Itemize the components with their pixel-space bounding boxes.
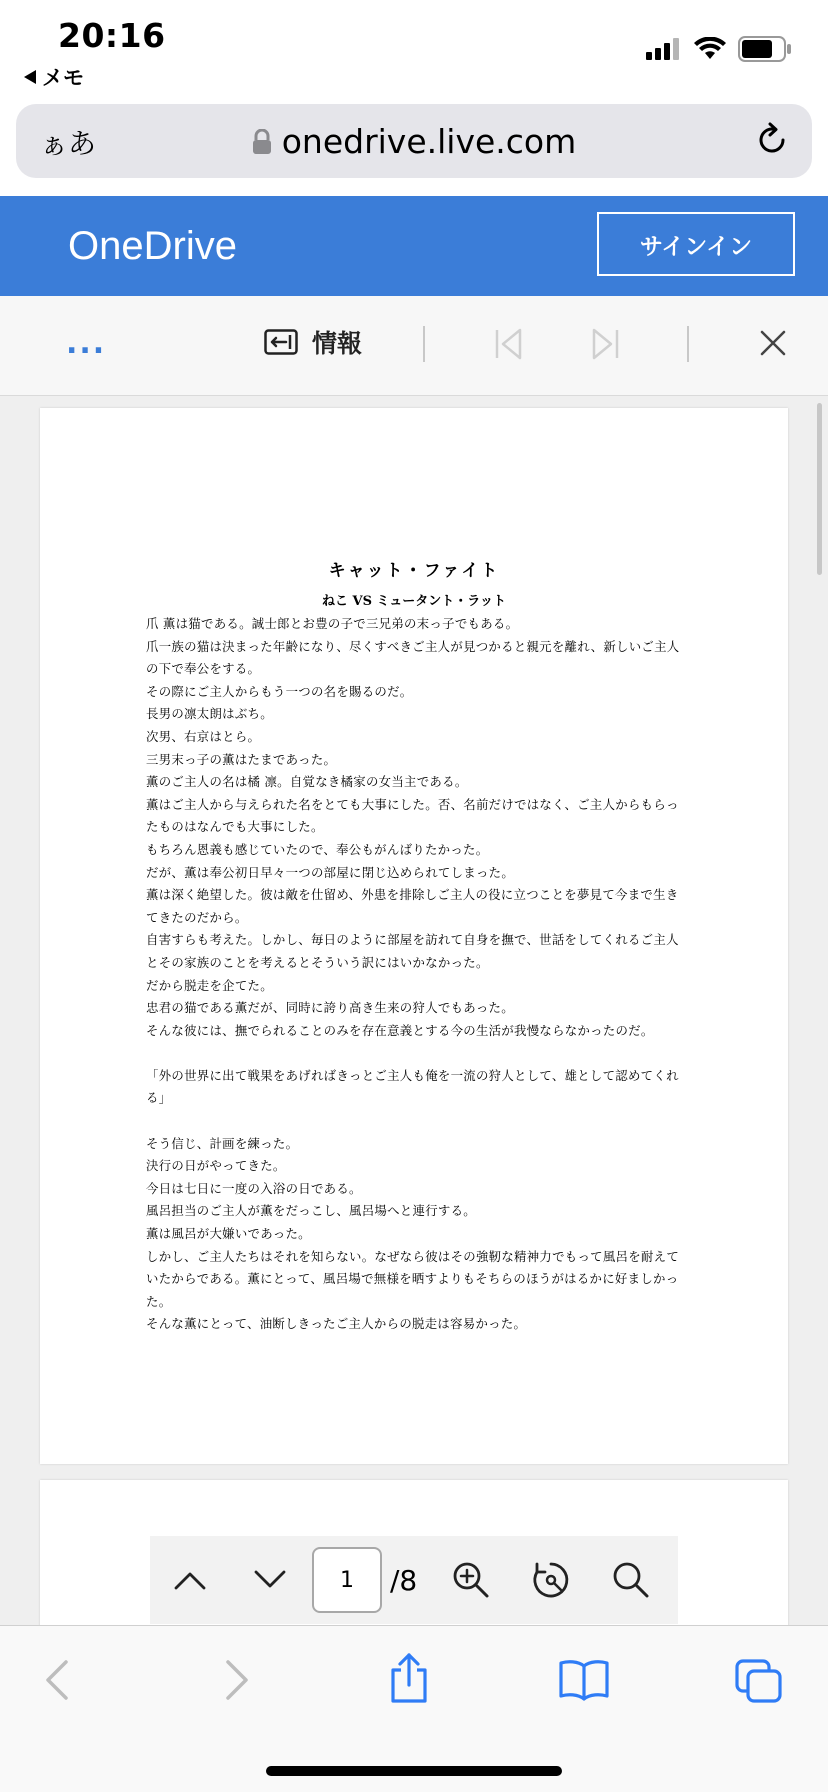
body-line: 「外の世界に出て戦果をあげればきっとご主人も俺を一流の狩人として、雄として認めてくれる」 bbox=[146, 1067, 679, 1106]
battery-icon bbox=[738, 36, 792, 62]
browser-bottom-toolbar bbox=[0, 1625, 828, 1792]
forward-chevron-icon[interactable] bbox=[222, 1658, 252, 1702]
last-page-icon[interactable] bbox=[590, 326, 620, 362]
onedrive-logo[interactable]: OneDrive bbox=[68, 224, 237, 268]
body-line: 次男、右京はとら。 bbox=[146, 728, 261, 744]
document-title: キャット・ファイト bbox=[328, 561, 500, 581]
body-line: 長男の凛太朗はぶち。 bbox=[146, 706, 273, 722]
rotate-icon bbox=[531, 1560, 571, 1600]
body-line: 薫は深く絶望した。彼は敵を仕留め、外患を排除しご主人の役に立つことを夢見て今まで生きてきたのだから。 bbox=[146, 887, 679, 925]
body-line: もちろん恩義も感じていたので、奉公もがんばりたかった。 bbox=[146, 841, 489, 857]
lock-icon bbox=[252, 129, 272, 155]
body-line: だが、薫は奉公初日早々一つの部屋に閉じ込められてしまった。 bbox=[146, 864, 515, 880]
status-time: 20:16 bbox=[58, 16, 166, 55]
body-line: 爪 薫は猫である。誠士郎とお豊の子で三兄弟の末っ子でもある。 bbox=[146, 616, 519, 631]
document-subtitle: ねこ VS ミュータント・ラット bbox=[321, 594, 506, 609]
status-bar bbox=[0, 0, 828, 98]
onedrive-header bbox=[0, 196, 828, 296]
document-page-1 bbox=[40, 408, 788, 1464]
body-line: 忠君の猫である薫だが、同時に誇り高き生来の狩人でもあった。 bbox=[146, 1000, 514, 1016]
toolbar-divider bbox=[423, 326, 425, 362]
zoom-in-button[interactable] bbox=[431, 1536, 511, 1624]
rotate-button[interactable] bbox=[511, 1536, 591, 1624]
page-number-input[interactable]: 1 bbox=[312, 1547, 382, 1613]
zoom-in-icon bbox=[452, 1561, 490, 1599]
body-line: 爪一族の猫は決まった年齢になり、尽くすべきご主人が見つかると親元を離れ、新しいご主人の下で奉公をする。 bbox=[146, 638, 680, 677]
document-body bbox=[146, 613, 686, 1336]
reader-options-button[interactable]: ぁあ bbox=[40, 127, 97, 160]
body-line: 風呂担当のご主人が薫をだっこし、風呂場へと連行する。 bbox=[146, 1203, 476, 1219]
body-line bbox=[146, 1042, 686, 1065]
search-icon bbox=[612, 1561, 650, 1599]
url-text: onedrive.live.com bbox=[281, 122, 577, 161]
url-display[interactable] bbox=[16, 122, 812, 161]
back-to-app-button[interactable] bbox=[24, 62, 84, 92]
body-line: 自害すらも考えた。しかし、毎日のように部屋を訪れて自身を撫で、世話をしてくれるご主人とその家族のことを考えるとそういう訳にはいかなかった。 bbox=[146, 932, 679, 970]
body-line: 薫は風呂が大嫌いであった。 bbox=[146, 1226, 311, 1242]
info-button[interactable] bbox=[264, 324, 362, 360]
share-icon[interactable] bbox=[388, 1652, 430, 1704]
info-panel-icon bbox=[264, 329, 298, 355]
more-options-button[interactable]: ... bbox=[66, 326, 107, 361]
body-line: しかし、ご主人たちはそれを知らない。なぜなら彼はその強靭な精神力でもって風呂を耐えていたからである。薫にとって、風呂場で無様を晒すよりもそちらのほうがはるかに好ましかった。 bbox=[146, 1248, 680, 1309]
body-line: だから脱走を企てた。 bbox=[146, 977, 273, 993]
body-line: 決行の日がやってきた。 bbox=[146, 1158, 286, 1174]
reload-icon[interactable] bbox=[754, 122, 790, 158]
body-line: そんな彼には、撫でられることのみを存在意義とする今の生活が我慢ならなかったのだ。 bbox=[146, 1022, 654, 1038]
body-line: 三男末っ子の薫はたまであった。 bbox=[146, 751, 337, 767]
page-total: /8 bbox=[390, 1563, 418, 1597]
page-controls bbox=[150, 1536, 678, 1624]
search-button[interactable] bbox=[591, 1536, 671, 1624]
chevron-down-icon bbox=[254, 1570, 286, 1590]
info-label: 情報 bbox=[312, 329, 363, 358]
body-line: そんな薫にとって、油断しきったご主人からの脱走は容易かった。 bbox=[146, 1316, 527, 1332]
home-indicator bbox=[266, 1766, 562, 1776]
viewer-toolbar bbox=[0, 296, 828, 396]
first-page-icon[interactable] bbox=[494, 326, 524, 362]
chevron-up-icon bbox=[174, 1570, 206, 1590]
cellular-signal-icon bbox=[646, 38, 682, 60]
body-line: 今日は七日に一度の入浴の日である。 bbox=[146, 1180, 362, 1196]
status-icons bbox=[646, 36, 792, 62]
bookmarks-icon[interactable] bbox=[558, 1658, 610, 1702]
back-chevron-icon[interactable] bbox=[42, 1658, 72, 1702]
body-line: そう信じ、計画を練った。 bbox=[146, 1135, 299, 1151]
address-bar[interactable] bbox=[16, 104, 812, 178]
wifi-icon bbox=[694, 37, 726, 61]
previous-page-button[interactable] bbox=[150, 1536, 230, 1624]
next-page-button[interactable] bbox=[230, 1536, 310, 1624]
browser-address-area bbox=[0, 98, 828, 196]
document-viewer[interactable] bbox=[0, 397, 828, 1625]
vertical-scrollbar[interactable] bbox=[817, 403, 822, 575]
body-line bbox=[146, 1110, 686, 1133]
toolbar-divider bbox=[687, 326, 689, 362]
body-line: その際にご主人からもう一つの名を賜るのだ。 bbox=[146, 683, 413, 699]
body-line: 薫はご主人から与えられた名をとても大事にした。否、名前だけではなく、ご主人からもらったものはなんでも大事にした。 bbox=[146, 796, 679, 835]
body-line: 薫のご主人の名は橘 凛。自覚なき橘家の女当主である。 bbox=[146, 774, 468, 790]
tabs-icon[interactable] bbox=[734, 1658, 784, 1704]
close-icon[interactable] bbox=[758, 328, 788, 358]
signin-button[interactable]: サインイン bbox=[597, 212, 795, 276]
back-triangle-icon bbox=[24, 70, 36, 84]
back-app-label: メモ bbox=[42, 66, 84, 90]
